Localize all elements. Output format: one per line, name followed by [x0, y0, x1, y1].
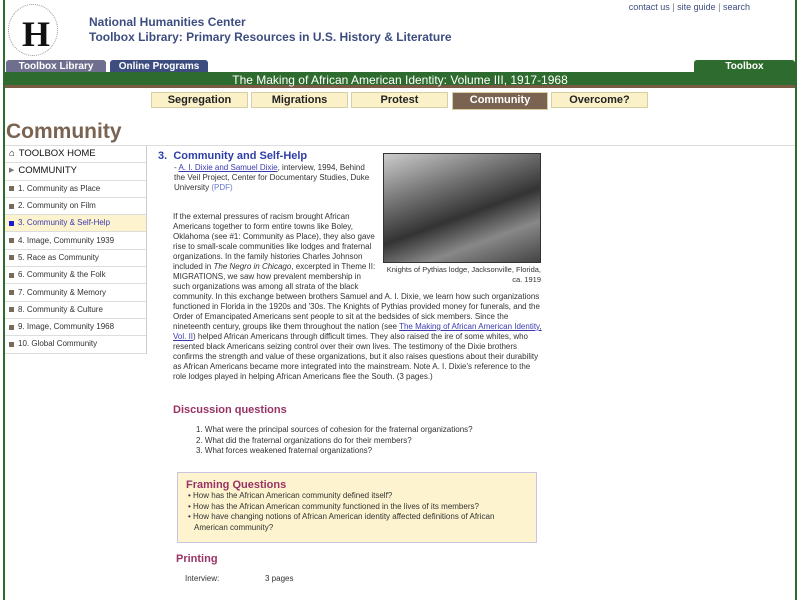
- discussion-heading: Discussion questions: [173, 404, 287, 416]
- sidebar-item-6[interactable]: [5, 267, 146, 284]
- question: 1. What were the principal sources of cohesion for the fraternal organizations?: [196, 425, 473, 434]
- discussion-list: [196, 425, 473, 457]
- sidebar: [5, 146, 147, 354]
- org-name: National Humanities Center: [89, 15, 246, 29]
- nhc-logo[interactable]: H: [8, 4, 58, 56]
- page-title: Community: [6, 120, 122, 143]
- framing-question: • How have changing notions of African American identity affected definitions of African American community?: [188, 512, 495, 532]
- section-number: 3.: [158, 150, 168, 162]
- volume-banner: The Making of African American Identity: Volume III, 1917-1968: [5, 72, 795, 88]
- sidebar-label: 10. Global Community: [18, 339, 98, 349]
- tab-online-programs[interactable]: Online Programs: [110, 60, 208, 73]
- sidebar-label: 5. Race as Community: [18, 252, 99, 262]
- tab-toolbox[interactable]: Toolbox: [694, 60, 795, 73]
- bullet-icon: [9, 325, 14, 330]
- bullet-icon: [9, 221, 14, 226]
- lodge-photo: [383, 153, 541, 263]
- citation-text: , interview, 1994, Behind the Veil Project, Center for Documentary Studies, Duke University: [174, 163, 370, 192]
- subtab-community[interactable]: Community: [452, 92, 548, 110]
- text: How has the African American community functioned in the lives of its members?: [193, 501, 479, 511]
- sidebar-label: TOOLBOX HOME: [18, 148, 96, 160]
- text: , excerpted in Theme II: MIGRATIONS, we saw how prevalent membership in such organizations was among all strata of the black: [173, 262, 376, 291]
- bullet-icon: [9, 186, 14, 191]
- pdf-link[interactable]: (PDF): [211, 183, 233, 192]
- contact-us-link[interactable]: contact us: [628, 2, 670, 12]
- sidebar-label: 9. Image, Community 1968: [18, 322, 115, 332]
- sidebar-item-8[interactable]: [5, 302, 146, 319]
- sidebar-label: 1. Community as Place: [18, 183, 101, 193]
- question: 2. What did the fraternal organizations do for their members?: [196, 435, 412, 445]
- sidebar-item-7[interactable]: [5, 284, 146, 301]
- text: If the external pressures of racism brought African Americans together to form entire towns like Boley, Oklahoma (see #1: Community as Place), they also gave rise to small-scale communities like lodges and fraternal organizations. In the family histories Charles Johnson included in: [173, 212, 375, 271]
- vol2-link[interactable]: The Making of African American Identity, Vol. II: [173, 322, 542, 341]
- text: How have changing notions of African American identity affected definitions of African American community?: [193, 512, 495, 532]
- subtab-migrations[interactable]: Migrations: [251, 92, 348, 108]
- triangle-right-icon: ▶: [9, 167, 15, 175]
- sidebar-item-2[interactable]: [5, 198, 146, 215]
- site-subtitle: Toolbox Library: Primary Resources in U.S. History & Literature: [89, 30, 452, 44]
- section-title: [158, 150, 307, 162]
- framing-questions-box: [177, 472, 537, 543]
- sidebar-item-3[interactable]: [5, 215, 146, 232]
- bullet-icon: [9, 204, 14, 209]
- sidebar-label: 2. Community on Film: [18, 201, 96, 211]
- subtab-segregation[interactable]: Segregation: [151, 92, 248, 108]
- printing-label: Interview:: [185, 574, 220, 583]
- sidebar-label: COMMUNITY: [18, 165, 77, 177]
- section-title-text: Community and Self-Help: [173, 150, 308, 162]
- search-link[interactable]: search: [722, 2, 750, 12]
- home-icon: ⌂: [9, 148, 15, 160]
- tab-toolbox-library[interactable]: Toolbox Library: [6, 60, 106, 73]
- bullet-icon: [9, 255, 14, 260]
- bullet-icon: [9, 238, 14, 243]
- photo-caption: Knights of Pythias lodge, Jacksonville, Florida, ca. 1919: [386, 265, 541, 284]
- framing-question: • How has the African American community defined itself?: [188, 491, 393, 500]
- printing-value: 3 pages: [265, 574, 294, 583]
- sidebar-item-5[interactable]: [5, 250, 146, 267]
- sidebar-item-1[interactable]: [5, 181, 146, 198]
- printing-row: [185, 574, 293, 583]
- top-links: contact us | site guide | search: [628, 2, 750, 12]
- sidebar-item-10[interactable]: [5, 336, 146, 353]
- interview-link[interactable]: A. I. Dixie and Samuel Dixie: [178, 163, 278, 172]
- sidebar-item-4[interactable]: [5, 232, 146, 249]
- sidebar-label: 4. Image, Community 1939: [18, 235, 115, 245]
- citation: - A. I. Dixie and Samuel Dixie, interview, 1994, Behind the Veil Project, Center for Documentary Studies, Duke University (PDF): [174, 163, 370, 192]
- subtab-protest[interactable]: Protest: [351, 92, 448, 108]
- bullet-icon: [9, 290, 14, 295]
- sidebar-label: 6. Community & the Folk: [18, 270, 106, 280]
- bullet-icon: [9, 273, 14, 278]
- printing-heading: Printing: [176, 553, 218, 565]
- sidebar-item-9[interactable]: [5, 319, 146, 336]
- text: community. In this exchange between brothers Samuel and A. I. Dixie, we learn how such organizations functioned in Florida in the 1920s and '30s. The Knights of Pythias provided money for funerals, and the Order of Emancipated Americans sent people to sit at the bedsides of sick members. Since the nineteenth century, groups like them throughout the nation (see: [173, 292, 540, 331]
- subtab-overcome[interactable]: Overcome?: [551, 92, 648, 108]
- question: 3. What forces weakened fraternal organizations?: [196, 446, 373, 455]
- framing-heading: Framing Questions: [186, 479, 287, 491]
- framing-question: • How has the African American community functioned in the lives of its members?: [188, 501, 479, 511]
- sidebar-label: 8. Community & Culture: [18, 304, 103, 314]
- text: How has the African American community defined itself?: [193, 491, 393, 500]
- sidebar-item-community[interactable]: [5, 163, 146, 180]
- site-guide-link[interactable]: site guide: [677, 2, 716, 12]
- intro-paragraph-cont: [173, 292, 545, 382]
- book-title: The Negro in Chicago: [213, 262, 292, 271]
- sidebar-item-home[interactable]: [5, 146, 146, 163]
- sidebar-label: 3. Community & Self-Help: [18, 218, 111, 228]
- intro-paragraph: [173, 212, 378, 292]
- bullet-icon: [9, 342, 14, 347]
- site-header: [89, 15, 452, 45]
- text: ) helped African Americans through difficult times. They also raised the ire of some whites, who resented black Americans seizing control over their own lives. The testimony of the Dixie brothers confirms the strength and value of these organizations, but it also raises questions about their durability as African Americans became more integrated into the mainstream. Note A. I. Dixie's reference to the role lodges played in helping African Americans flee the South. (3 pages.): [173, 332, 539, 381]
- bullet-icon: [9, 307, 14, 312]
- sidebar-label: 7. Community & Memory: [18, 287, 107, 297]
